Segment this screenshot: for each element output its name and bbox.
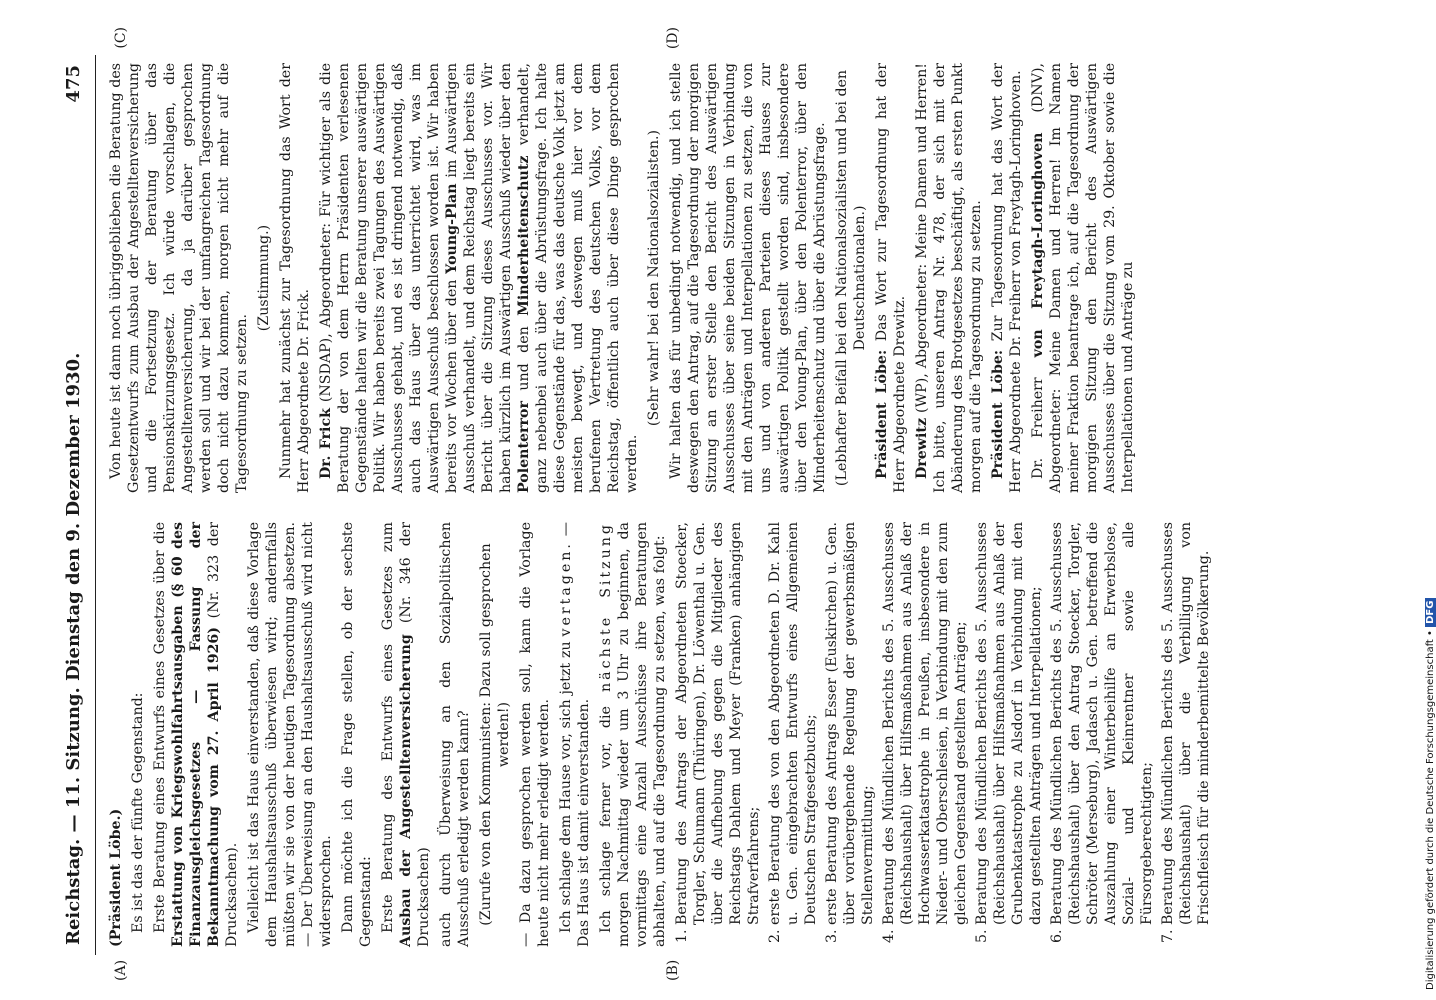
rotated-page — [55, 27, 1415, 981]
list-item: 6. Beratung des Mündlichen Berichts des 5. Ausschusses (Reichshaushalt) über den Antrag Stoecker, Torgler, Schröter (Merseburg), Jadasch u. Gen. betreffend die Auszahlung einer Winterbeihilfe an Erwerbslose, Sozial- und Kleinrentner sowie alle Fürsorgeberechtigten; — [1048, 522, 1156, 925]
margin-mark-c: (C) — [113, 27, 129, 49]
list-item: 2. erste Beratung des von den Abgeordneten D. Dr. Kahl u. Gen. eingebrachten Entwurfs eines Allgemeinen Deutschen Strafgesetzbuchs; — [766, 522, 820, 925]
digitization-credit: Digitalisierung gefördert durch die Deutsche Forschungsgemeinschaft • DFG — [1425, 0, 1436, 990]
paragraph: Erste Beratung des Entwurfs eines Gesetzes zum Ausbau der Angestelltenversicherung (Nr. 346 der Drucksachen) — [380, 522, 432, 947]
paragraph: Präsident Löbe: Das Wort zur Tagesordnung hat der Herr Abgeordnete Drewitz. — [874, 63, 908, 493]
paragraph: Von heute ist dann noch übriggeblieben die Beratung des Gesetzentwurfs zum Ausbau der Angestelltenversicherung und die Fortsetzung der Beratung über das Pensionskürzungsgesetz. Ich würde vorschlagen, die Angestelltenversicherung, da ja darüber gesprochen werden soll und wir bei der umfangreichen Tagesordnung doch nicht dazu kommen, morgen nicht mehr auf die Tagesordnung zu setzen. — [108, 63, 250, 493]
right-column — [107, 63, 1141, 493]
margin-mark-d: (D) — [665, 27, 681, 50]
list-item: 7. Beratung des Mündlichen Berichts des 5. Ausschusses (Reichshaushalt) über die Verbilligung von Frischfleisch für die minderbemittelte Bevölkerung. — [1159, 522, 1213, 925]
interjection: (Lebhafter Beifall bei den Nationalsozialisten und bei den Deutschnationalen.) — [834, 69, 868, 487]
bill-title: Ausbau der Angestelltenversicherung — [398, 634, 414, 947]
paragraph: Wir halten das für unbedingt notwendig, und ich stelle deswegen den Antrag, auf die Tagesordnung der morgigen Sitzung an erster Stelle den Bericht des Auswärtigen Ausschusses über seine beiden Sitzungen in Verbindung mit den Anträgen und Interpellationen zu setzen, die von uns und von anderen Parteien dieses Hauses zur auswärtigen Politik gestellt worden sind, insbesondere über den Young-Plan, über den Polenterror, über den Minderheitenschutz und über die Abrüstungsfrage. — [668, 63, 828, 493]
left-column — [107, 522, 1216, 947]
paragraph: Präsident Löbe: Zur Tagesordnung hat das Wort der Herr Abgeordnete Dr. Freiherr von Freytagh-Loringhoven. — [990, 63, 1024, 493]
margin-mark-a: (A) — [113, 959, 129, 981]
speaker-label: (Präsident Löbe.) — [108, 808, 124, 947]
paragraph: Dr. Frick (NSDAP), Abgeordneter: Für wichtiger als die Beratung der von dem Herrn Präsidenten verlesenen Gegenstände halten wir die Beratung unserer auswärtigen Politik. Wir haben bereits zwei Tagungen des Auswärtigen Ausschusses gehabt, und es ist dringend notwendig, daß auch das Haus über das unterrichtet wird, was im Auswärtigen Ausschuß beschlossen worden ist. Wir haben bereits vor Wochen über den Young-Plan im Auswärtigen Ausschuß verhandelt, und dem Reichstag liegt bereits ein Bericht über die Sitzung dieses Ausschusses vor. Wir haben kürzlich im Auswärtigen Ausschuß wieder über den Polenterror und den Minderheitenschutz verhandelt, ganz nebenbei auch über die Abrüstungsfrage. Ich halte diese Gegenstände für das, was das deutsche Volk jetzt am meisten bewegt, und deswegen muß hier vor dem berufenen Vertretung des deutschen Volks, vor dem Reichstag, öffentlich auch über diese Dinge gesprochen werden. — [318, 62, 640, 493]
paragraph: Dr. Freiherr von Freytagh-Loringhoven (DNV), Abgeordneter: Meine Damen und Herren! Im Namen meiner Fraktion beantrage ich, auf die Tagesordnung der morgigen Sitzung den Bericht des Auswärtigen Ausschusses über die Sitzung vom 29. Oktober sowie die Interpellationen und Anträge zu — [1030, 63, 1136, 493]
interjection: (Zurufe von den Kommunisten: Dazu soll gesprochen werden!) — [478, 543, 512, 926]
speaker-name: von Freytagh-Loringhoven — [1030, 132, 1046, 358]
paragraph: auch durch Überweisung an den Sozialpolitischen Ausschuß erledigt werden kann? — [438, 522, 472, 947]
list-item: 3. erste Beratung des Antrags Esser (Euskirchen) u. Gen. über vorübergehende Regelung der gewerbsmäßigen Stellenvermittlung; — [823, 522, 877, 925]
list-item: 5. Beratung des Mündlichen Berichts des 5. Ausschusses (Reichshaushalt) über Hilfsmaßnahmen aus Anlaß der Grubenkatastrophe zu Alsdorf in Verbindung mit den dazu gestellten Anträgen und Interpellationen; — [973, 522, 1045, 925]
margin-mark-b: (B) — [665, 959, 681, 981]
paragraph: Ich schlage dem Hause vor, sich jetzt zu vertagen. — Das Haus ist damit einverstanden. — [558, 522, 592, 947]
running-head: Reichstag. — 11. Sitzung. Dienstag den 9. Dezember 1930. — [63, 352, 84, 945]
speaker-name: Präsident Löbe: — [990, 349, 1006, 479]
page-number: 475 — [63, 65, 84, 103]
paragraph: Vielleicht ist das Haus einverstanden, daß diese Vorlage dem Haushaltsausschuß überwiesen wird; andernfalls müßten wir sie von der heutigen Tagesordnung absetzen. — Der Überweisung an den Haushaltsausschuß wird nicht widersprochen. — [246, 522, 334, 947]
list-item: 4. Beratung des Mündlichen Berichts des 5. Ausschusses (Reichshaushalt) über Hilfsmaßnahmen aus Anlaß der Hochwasserkatastrophe in Preußen, insbesondere in Nieder- und Oberschlesien, in Verbindung mit den zum gleichen Gegenstand gestellten Anträgen; — [880, 522, 970, 925]
dfg-logo: DFG — [1425, 598, 1436, 627]
list-item: 1. Beratung des Antrags der Abgeordneten Stoecker, Torgler, Schumann (Thüringen), Dr. Löwenthal u. Gen. über die Aufhebung des gegen die Mitglieder des Reichstags Dahlem und Meyer (Franken) anhängigen Strafverfahrens; — [673, 522, 763, 925]
speaker-name: Präsident Löbe: — [874, 349, 890, 479]
speaker-name: Dr. Frick — [318, 408, 334, 479]
bill-title: Erstattung von Kriegswohlfahrtsausgaben (§ 60 des Finanzausgleichsgesetzes — Fassung der Bekanntmachung vom 27. April 1926) — [170, 522, 222, 947]
interjection: (Sehr wahr! bei den Nationalsozialisten.) — [646, 129, 662, 427]
speaker-name: Drewitz — [914, 417, 930, 479]
page-header — [55, 55, 96, 955]
paragraph: Dann möchte ich die Frage stellen, ob der sechste Gegenstand: — [340, 522, 374, 947]
paragraph: — Da dazu gesprochen werden soll, kann die Vorlage heute nicht mehr erledigt werden. — [518, 522, 552, 947]
interjection: (Zustimmung.) — [256, 224, 272, 332]
paragraph: Drewitz (WP), Abgeordneter: Meine Damen und Herren! Ich bitte, unseren Antrag Nr. 478, der sich mit der Abänderung des Brotgesetzes beschäftigt, als ersten Punkt morgen auf die Tagesordnung zu setzen. — [914, 62, 984, 493]
agenda-list — [673, 522, 1213, 947]
paragraph: Es ist das der fünfte Gegenstand: — [130, 692, 146, 933]
paragraph: Nunmehr hat zunächst zur Tagesordnung das Wort der Herr Abgeordnete Dr. Frick. — [278, 63, 312, 493]
paragraph: Ich schlage ferner vor, die nächste Sitzung morgen Nachmittag wieder um 3 Uhr zu beginnen, da vormittags eine Anzahl Ausschüsse ihre Beratungen abhalten, und auf die Tagesordnung zu setzen, was folgt: — [598, 522, 668, 947]
paragraph: Erste Beratung eines Entwurfs eines Gesetzes über die Erstattung von Kriegswohlfahrtsausgaben (§ 60 des Finanzausgleichsgesetzes — Fassung der Bekanntmachung vom 27. April 1926) (Nr. 323 der Drucksachen). — [152, 522, 240, 947]
